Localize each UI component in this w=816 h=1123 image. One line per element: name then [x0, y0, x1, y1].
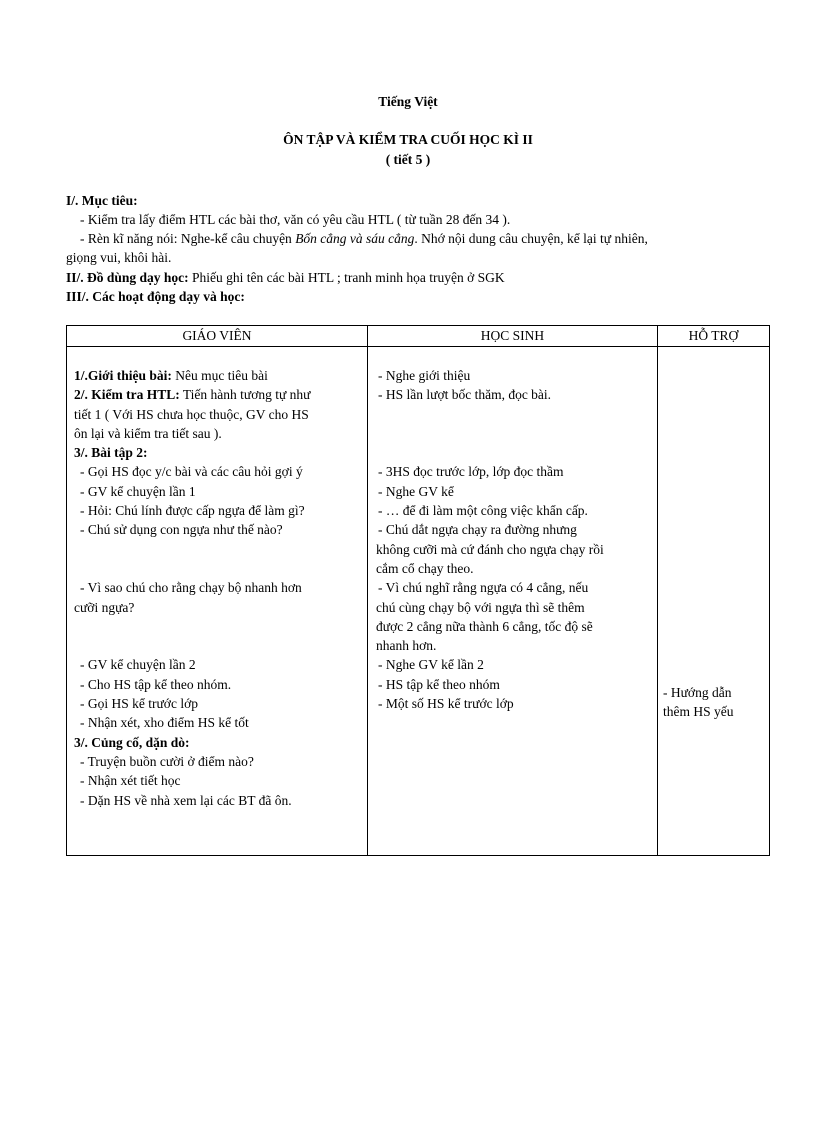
header-student: HỌC SINH	[368, 326, 658, 347]
student-line: - Nghe giới thiệu	[378, 368, 471, 383]
student-line: - Vì chú nghĩ rằng ngựa có 4 cẳng, nếu	[378, 580, 589, 596]
teacher-line: tiết 1 ( Với HS chưa học thuộc, GV cho HS	[74, 406, 309, 422]
objective-line-2-pre: - Rèn kĩ năng nói: Nghe-kể câu chuyện	[80, 231, 292, 246]
objective-line-2-post: . Nhớ nội dung câu chuyện, kể lại tự nhiên,	[414, 231, 648, 246]
objective-line-2	[80, 229, 648, 248]
story-title: Bốn cẳng và sáu cẳng	[295, 231, 415, 246]
student-line: được 2 cẳng nữa thành 6 cẳng, tốc độ sẽ	[376, 618, 593, 634]
student-line: chú cùng chạy bộ với ngựa thì sẽ thêm	[376, 599, 585, 615]
student-line: - … để đi làm một công việc khẩn cấp.	[378, 503, 588, 519]
spacer	[376, 443, 657, 462]
lesson-title: ÔN TẬP VÀ KIỂM TRA CUỐI HỌC KÌ II	[283, 132, 533, 147]
student-line: - Chú dắt ngựa chạy ra đường nhưng	[378, 522, 577, 538]
section-2-text: Tiến hành tương tự như	[179, 387, 311, 403]
objective-line-3: giọng vui, khôi hài.	[66, 250, 172, 265]
teacher-line: - Nhận xét tiết học	[80, 773, 181, 789]
objectives-heading: I/. Mục tiêu:	[66, 193, 138, 208]
student-line: - Nghe GV kể lần 2	[378, 657, 484, 673]
section-2-heading: 2/. Kiểm tra HTL:	[74, 387, 180, 403]
student-line: không cưỡi mà cứ đánh cho ngựa chạy rồi	[376, 541, 604, 557]
section-3-heading: 3/. Bài tập 2:	[74, 445, 148, 461]
subject-heading: Tiếng Việt	[378, 94, 438, 109]
section-1-text: Nêu mục tiêu bài	[171, 368, 268, 383]
table-body-row	[67, 347, 770, 856]
support-line: thêm HS yếu	[663, 704, 734, 720]
support-column	[658, 347, 770, 856]
section-4-heading: 3/. Củng cố, dặn dò:	[74, 734, 190, 750]
teacher-line: - Gọi HS kể trước lớp	[80, 696, 198, 712]
teacher-column	[67, 347, 368, 856]
teacher-line: cưỡi ngựa?	[74, 599, 135, 615]
materials-line	[66, 268, 505, 287]
student-line: nhanh hơn.	[376, 638, 437, 654]
activities-heading: III/. Các hoạt động dạy và học:	[66, 289, 245, 304]
student-line: - 3HS đọc trước lớp, lớp đọc thầm	[378, 464, 564, 480]
student-line: - HS lần lượt bốc thăm, đọc bài.	[378, 387, 552, 403]
support-line: - Hướng dẫn	[663, 685, 732, 700]
objective-line-1: - Kiểm tra lấy điểm HTL các bài thơ, văn có yêu cầu HTL ( từ tuần 28 đến 34 ).	[80, 212, 511, 227]
teacher-line	[74, 385, 367, 404]
spacer	[376, 405, 657, 424]
spacer	[74, 540, 367, 559]
lesson-table	[66, 325, 770, 856]
header-support: HỖ TRỢ	[658, 326, 770, 347]
materials-text: Phiếu ghi tên các bài HTL ; tranh minh họa truyện ở SGK	[188, 270, 505, 285]
teacher-line: - Hỏi: Chú lính được cấp ngựa để làm gì?	[80, 503, 305, 519]
student-line: - HS tập kể theo nhóm	[378, 676, 500, 692]
spacer	[663, 347, 769, 683]
teacher-line: - Truyện buồn cười ở điểm nào?	[80, 753, 254, 769]
materials-heading: II/. Đồ dùng dạy học:	[66, 270, 189, 285]
teacher-line: - Chú sử dụng con ngựa như thế nào?	[80, 522, 283, 538]
teacher-line: - Nhận xét, xho điểm HS kể tốt	[80, 715, 249, 731]
teacher-line: - Cho HS tập kể theo nhóm.	[80, 676, 232, 692]
teacher-line: - GV kể chuyện lần 2	[80, 657, 196, 673]
teacher-line: - Gọi HS đọc y/c bài và các câu hỏi gợi ý	[80, 464, 303, 480]
student-line: - Nghe GV kể	[378, 483, 454, 499]
spacer	[74, 559, 367, 578]
student-line: cắm cổ chạy theo.	[376, 560, 474, 576]
table-header-row	[67, 326, 770, 347]
teacher-line: - Dặn HS về nhà xem lại các BT đã ôn.	[80, 792, 292, 808]
teacher-line: - GV kể chuyện lần 1	[80, 483, 196, 499]
teacher-line: ôn lại và kiểm tra tiết sau ).	[74, 425, 222, 441]
spacer	[74, 617, 367, 636]
header-teacher: GIÁO VIÊN	[67, 326, 368, 347]
teacher-line: - Vì sao chú cho rằng chạy bộ nhanh hơn	[80, 580, 302, 596]
teacher-line	[74, 366, 367, 385]
section-1-heading: 1/.Giới thiệu bài:	[74, 368, 172, 383]
spacer	[74, 636, 367, 655]
spacer	[376, 424, 657, 443]
lesson-subtitle: ( tiết 5 )	[385, 152, 431, 167]
student-line: - Một số HS kể trước lớp	[378, 696, 514, 712]
student-column	[368, 347, 658, 856]
